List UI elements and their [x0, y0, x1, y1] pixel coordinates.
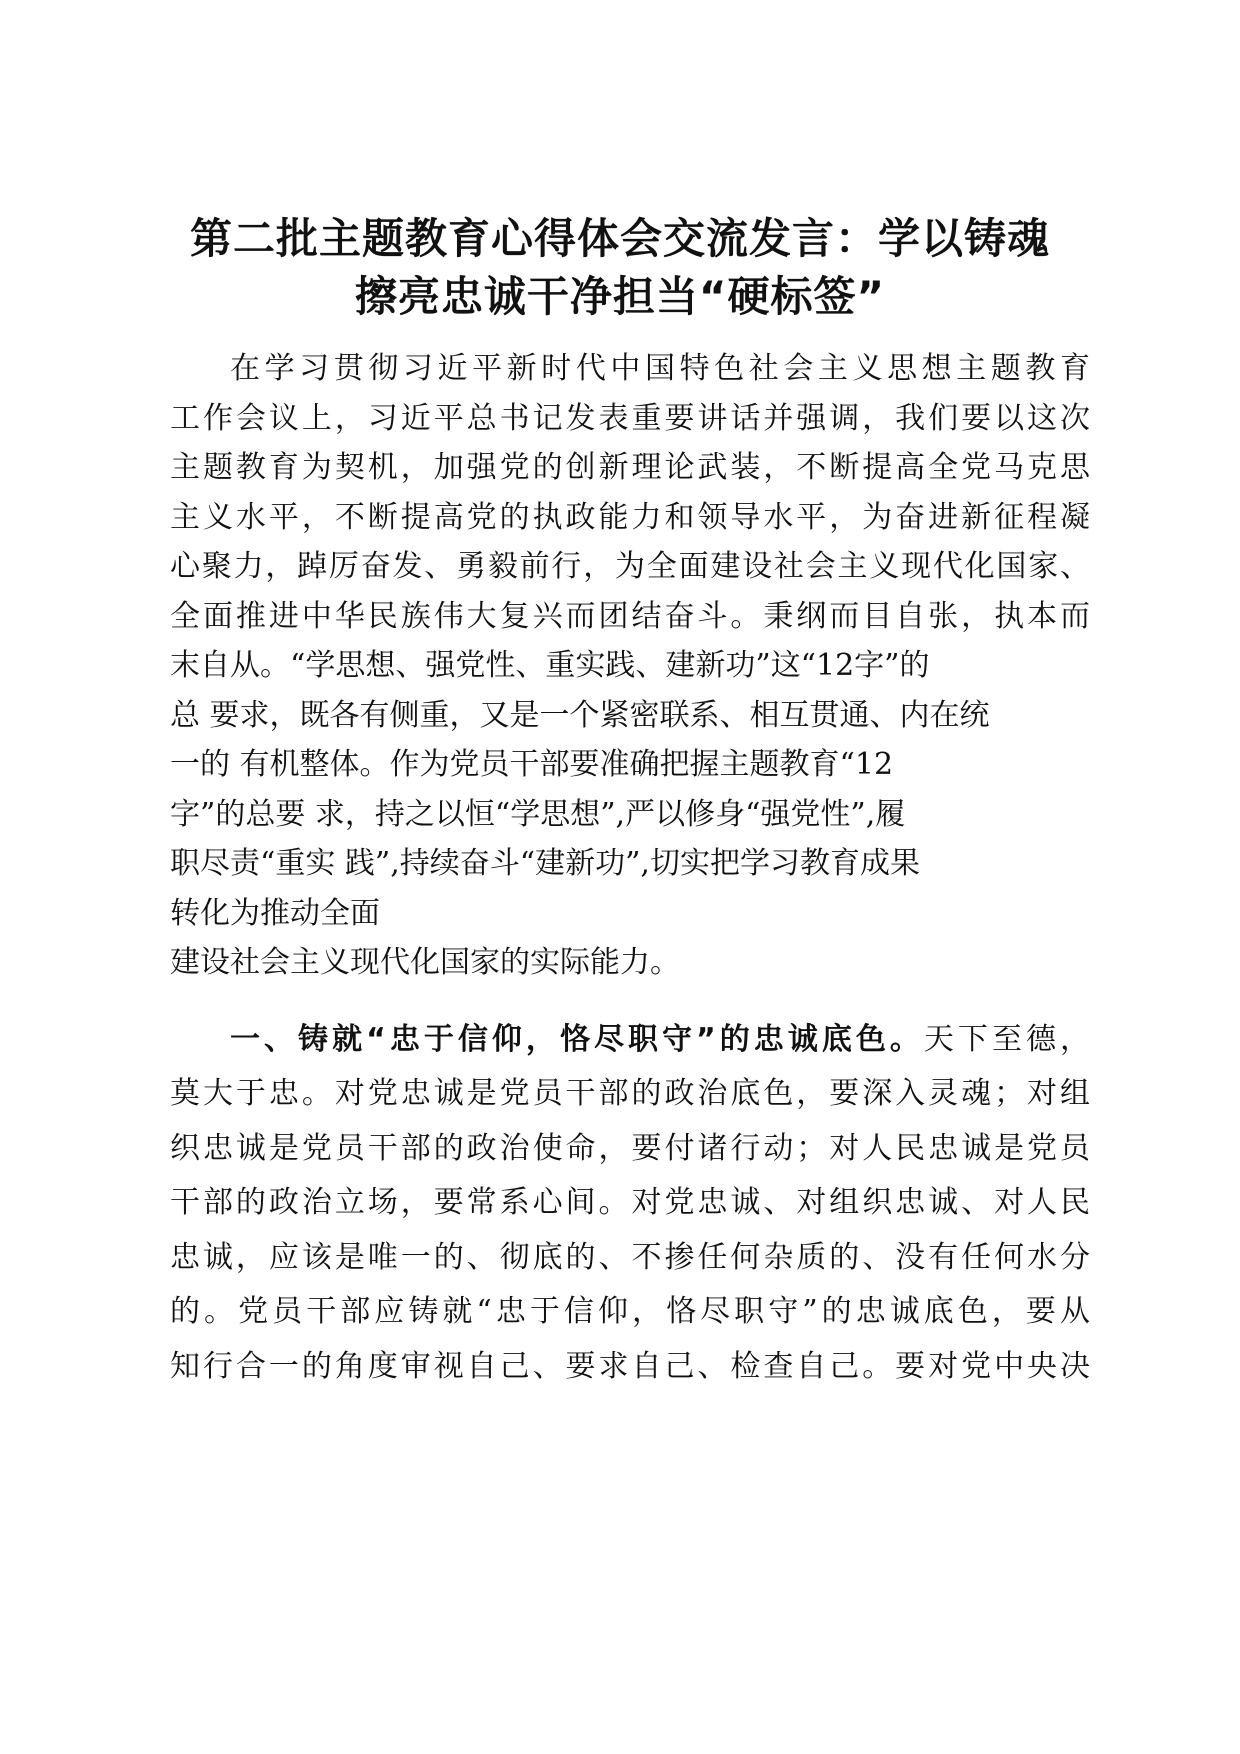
text-line: 建设社会主义现代化国家的实际能力。	[170, 945, 680, 980]
text-line: 总 要求，既各有侧重，又是一个紧密联系、相互贯通、内在统	[170, 697, 990, 733]
text-line: 莫大于忠。对党忠诚是党员干部的政治底色，要深入灵魂；对组	[170, 1076, 1090, 1111]
section-text-start: 天下至德，	[923, 1021, 1090, 1057]
title-line-2: 擦亮忠诚干净担当“硬标签”	[354, 272, 886, 321]
text-line: 字”的总要 求，持之以恒“学思想”,严以修身“强党性”,履	[170, 796, 906, 832]
title-line-1: 第二批主题教育心得体会交流发言：学以铸魂	[189, 214, 1050, 263]
text-line: 一的 有机整体。作为党员干部要准确把握主题教育“12	[170, 747, 894, 782]
text-line: 全面推进中华民族伟大复兴而团结奋斗。秉纲而目自张，执本而	[170, 598, 1090, 634]
text-line: 职尽责“重实 践”,持续奋斗“建新功”,切实把学习教育成果	[170, 846, 920, 881]
text-line: 干部的政治立场，要常系心间。对党忠诚、对组织忠诚、对人民	[170, 1185, 1090, 1220]
text-line: 末自从。“学思想、强党性、重实践、建新功”这“12字”的	[170, 648, 930, 683]
text-line: 忠诚，应该是唯一的、彻底的、不掺任何杂质的、没有任何水分	[170, 1239, 1090, 1275]
text-line: 心聚力，踔厉奋发、勇毅前行，为全面建设社会主义现代化国家、	[170, 549, 1090, 584]
document-body	[170, 344, 1090, 1394]
text-line: 织忠诚是党员干部的政治使命，要付诸行动；对人民忠诚是党员	[170, 1130, 1090, 1166]
paragraph-intro	[170, 344, 1090, 988]
text-line: 主题教育为契机，加强党的创新理论武装，不断提高全党马克思	[170, 450, 1090, 485]
text-line: 知行合一的角度审视自己、要求自己、检查自己。要对党中央决	[170, 1348, 1090, 1384]
text-line: 主义水平，不断提高党的执政能力和领导水平，为奋进新征程凝	[170, 499, 1090, 535]
section-heading: 一、铸就“忠于信仰，恪尽职守”的忠诚底色。	[230, 1021, 924, 1057]
page-title	[150, 210, 1090, 326]
text-line: 的。党员干部应铸就“忠于信仰，恪尽职守”的忠诚底色，要从	[170, 1294, 1090, 1329]
text-line: 工作会议上，习近平总书记发表重要讲话并强调，我们要以这次	[170, 400, 1090, 436]
text-line: 转化为推动全面	[170, 895, 380, 931]
paragraph-section-1	[170, 1013, 1090, 1395]
text-line: 在学习贯彻习近平新时代中国特色社会主义思想主题教育	[230, 351, 1090, 386]
text-line	[170, 1013, 1090, 1068]
